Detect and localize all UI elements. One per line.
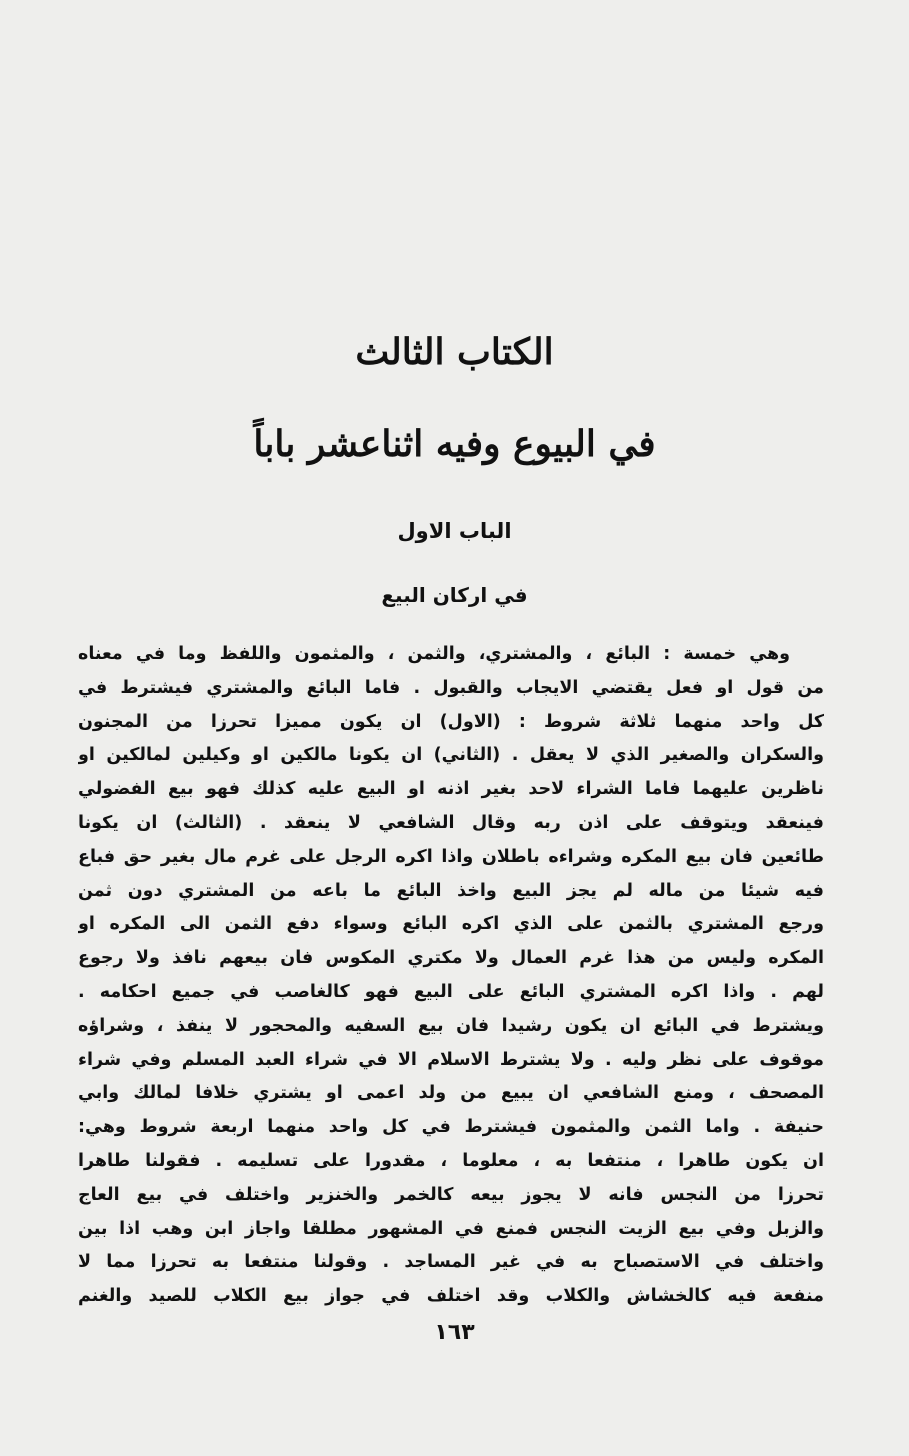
- text-line: فيه شيئا من ماله لم يجز البيع واخذ البائع ما باعه من المشتري دون ثمن: [78, 880, 824, 901]
- text-line: المصحف ، ومنع الشافعي ان يبيع من ولد اعمى او يشتري خلافا لمالك وابي: [78, 1083, 824, 1104]
- text-line: واختلف في الاستصباح به في غير المساجد . وقولنا منتفعا به تحرزا مما لا: [78, 1252, 824, 1273]
- book-title: الكتاب الثالث: [355, 331, 554, 373]
- text-line: ورجع المشتري بالثمن على الذي اكره البائع وسواء دفع الثمن الى المكره او: [78, 914, 824, 935]
- text-line: من قول او فعل يقتضي الايجاب والقبول . فاما البائع والمشتري فيشترط في: [78, 677, 824, 698]
- text-line: حنيفة . واما الثمن والمثمون فيشترط في كل واحد منهما اربعة شروط وهي:: [78, 1117, 824, 1138]
- chapter-title: الباب الاول: [397, 519, 512, 543]
- text-line: ناظرين عليهما فاما الشراء لاحد بغير اذنه او البيع عليه كذلك فهو بيع الفضولي: [78, 779, 824, 800]
- text-line: منفعة فيه كالخشاش والكلاب وقد اختلف في جواز بيع الكلاب للصيد والغنم: [78, 1286, 824, 1307]
- text-line: وهي خمسة : البائع ، والمشتري، والثمن ، والمثمون واللفظ وما في معناه: [78, 644, 790, 664]
- chapter-subtitle: في اركان البيع: [381, 583, 528, 607]
- text-line: والزبل وفي بيع الزيت النجس فمنع في المشهور مطلقا واجاز ابن وهب اذا بين: [78, 1218, 824, 1239]
- text-line: كل واحد منهما ثلاثة شروط : (الاول) ان يكون مميزا تحرزا من المجنون: [78, 711, 824, 732]
- text-line: والسكران والصغير الذي لا يعقل . (الثاني) ان يكونا مالكين او وكيلين لمالكين او: [78, 745, 824, 766]
- text-line: طائعين فان بيع المكره وشراءه باطلان واذا اكره الرجل على غرم مال بغير حق فباع: [78, 846, 824, 867]
- text-line: ان يكون طاهرا ، منتفعا به ، معلوما ، مقدورا على تسليمه . فقولنا طاهرا: [78, 1150, 824, 1171]
- text-line: المكره وليس من هذا غرم العمال ولا مكتري المكوس فان بيعهم نافذ ولا رجوع: [78, 948, 824, 969]
- text-line: ويشترط في البائع ان يكون رشيدا فان بيع السفيه والمحجور لا ينفذ ، وشراؤه: [78, 1015, 824, 1036]
- body-text: [78, 638, 824, 1314]
- text-line: فينعقد ويتوقف على اذن ربه وقال الشافعي لا ينعقد . (الثالث) ان يكونا: [78, 812, 824, 833]
- text-line: لهم . واذا اكره المشتري البائع على البيع فهو كالغاصب في جميع احكامه .: [78, 981, 824, 1002]
- page-number: ١٦٣: [434, 1320, 475, 1345]
- text-line: موقوف على نظر وليه . ولا يشترط الاسلام الا في شراء العبد المسلم وفي شراء: [78, 1049, 824, 1070]
- text-line: تحرزا من النجس فانه لا يجوز بيعه كالخمر والخنزير واختلف في بيع العاج: [78, 1184, 824, 1205]
- book-subtitle: في البيوع وفيه اثناعشر باباً: [253, 423, 656, 465]
